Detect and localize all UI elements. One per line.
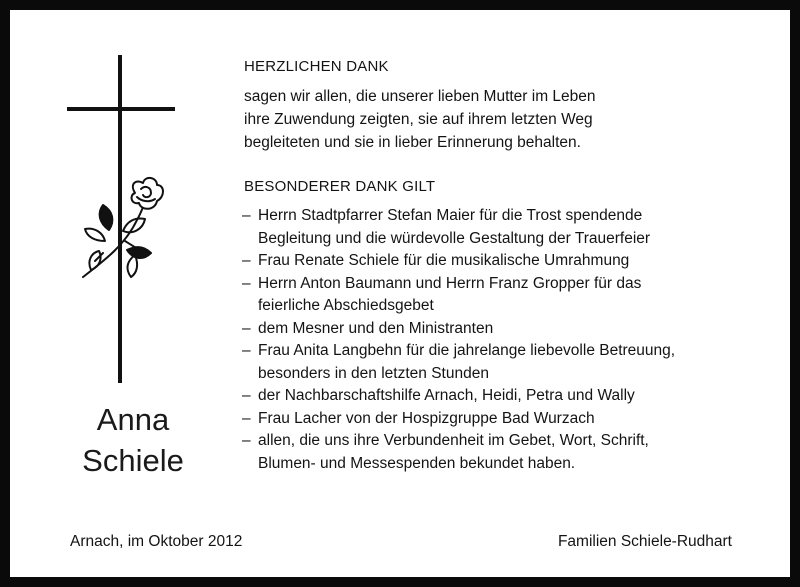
thanks-line: begleiteten und sie in lieber Erinnerung behalten.: [244, 134, 581, 151]
list-item-line: Herrn Anton Baumann und Herrn Franz Gropper für das: [258, 274, 642, 292]
signature: Familien Schiele-Rudhart: [557, 533, 732, 550]
list-item-line: Blumen- und Messespenden bekundet haben.: [258, 454, 576, 472]
special-thanks-list: [242, 205, 762, 475]
list-item-line: allen, die uns ihre Verbundenheit im Gebet, Wort, Schrift,: [258, 432, 649, 449]
thanks-text: [244, 85, 596, 154]
list-item-line: der Nachbarschaftshilfe Arnach, Heidi, Petra und Wally: [258, 387, 635, 404]
thanks-line: ihre Zuwendung zeigten, sie auf ihrem letzten Weg: [244, 111, 593, 128]
list-item-line: Frau Renate Schiele für die musikalische Umrahmung: [258, 252, 630, 269]
dash: –: [242, 207, 251, 224]
list-item: [242, 408, 762, 431]
list-item-line: besonders in den letzten Stunden: [258, 364, 489, 382]
list-item: [242, 250, 762, 273]
thanks-heading: HERZLICHEN DANK: [244, 58, 389, 75]
cross-icon: [65, 55, 205, 385]
list-item-line: Frau Lacher von der Hospizgruppe Bad Wurzach: [258, 409, 595, 427]
dash: –: [242, 432, 251, 449]
list-item-line: Begleitung und die würdevolle Gestaltung der Trauerfeier: [258, 229, 651, 247]
list-item: [242, 273, 762, 318]
list-item-line: dem Mesner und den Ministranten: [258, 319, 494, 337]
dash: –: [242, 409, 251, 427]
list-item-line: Herrn Stadtpfarrer Stefan Maier für die Trost spendende: [258, 207, 643, 224]
list-item-line: Frau Anita Langbehn für die jahrelange liebevolle Betreuung,: [258, 342, 676, 359]
list-item: [242, 318, 762, 341]
dash: –: [242, 387, 251, 404]
first-name: Anna: [96, 402, 170, 437]
place-date: Arnach, im Oktober 2012: [70, 533, 243, 550]
last-name: Schiele: [82, 443, 184, 478]
dash: –: [242, 319, 251, 337]
rose-icon: [83, 178, 163, 277]
dash: –: [242, 342, 251, 359]
list-item: [242, 205, 762, 250]
list-item: [242, 430, 762, 475]
list-item: [242, 385, 762, 408]
dash: –: [242, 252, 251, 269]
list-item: [242, 340, 762, 385]
thanks-line: sagen wir allen, die unserer lieben Mutter im Leben: [244, 88, 596, 105]
list-item-line: feierliche Abschiedsgebet: [258, 297, 434, 314]
special-thanks-heading: BESONDERER DANK GILT: [244, 178, 436, 195]
dash: –: [242, 274, 251, 292]
